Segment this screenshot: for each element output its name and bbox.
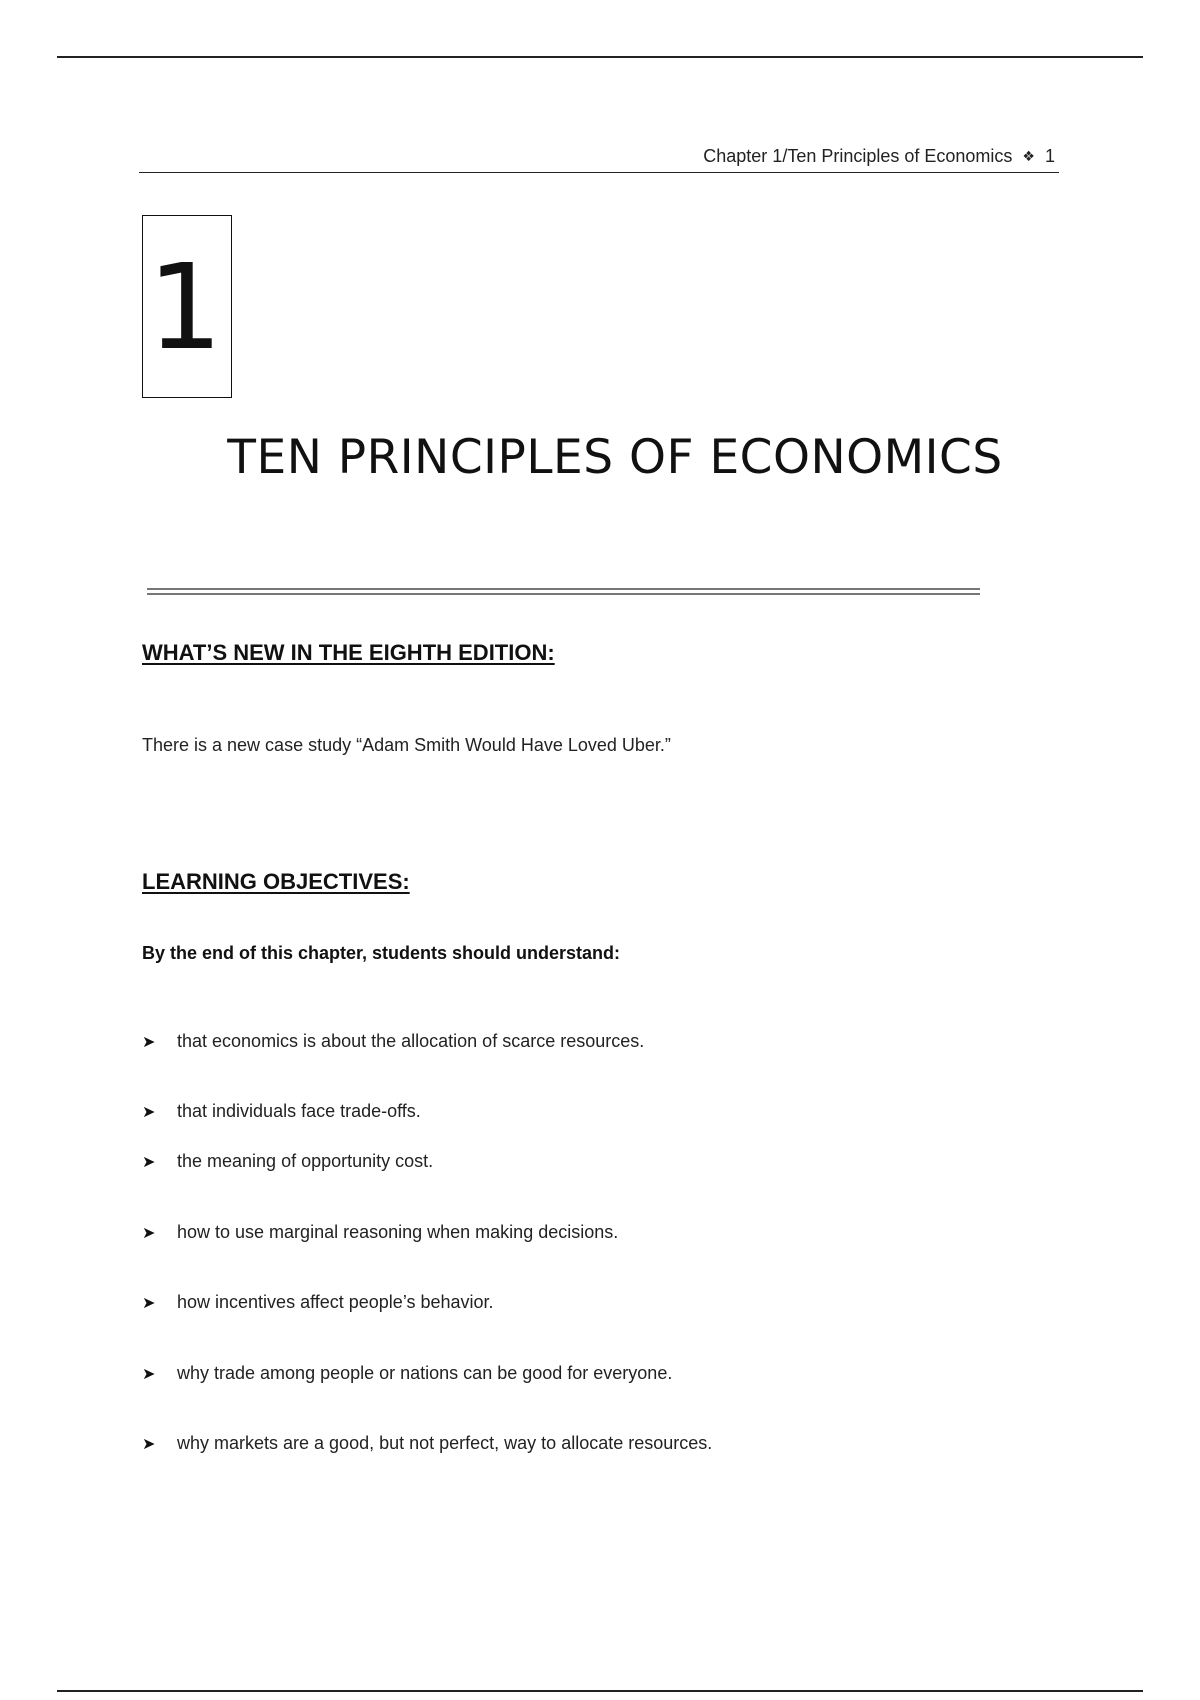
running-title: Chapter 1/Ten Principles of Economics (703, 146, 1013, 166)
objective-text: how to use marginal reasoning when making decisions. (177, 1222, 619, 1242)
page-bottom-rule (57, 1690, 1143, 1692)
objective-text: that economics is about the allocation of scarce resources. (177, 1031, 645, 1051)
running-header (139, 146, 1059, 173)
arrowhead-bullet-icon: ➤ (142, 1436, 156, 1453)
whats-new-heading: WHAT’S NEW IN THE EIGHTH EDITION: (142, 640, 555, 665)
list-item (142, 1291, 494, 1315)
objective-text: that individuals face trade-offs. (177, 1101, 421, 1121)
list-item (142, 1150, 433, 1174)
page-top-rule (57, 56, 1143, 58)
list-item (142, 1221, 618, 1245)
title-double-rule (147, 588, 980, 595)
chapter-title: TEN PRINCIPLES OF ECONOMICS (227, 430, 1003, 485)
diamond-bullet-icon: ❖ (1022, 148, 1035, 164)
learning-objectives-heading: LEARNING OBJECTIVES: (142, 869, 410, 894)
arrowhead-bullet-icon: ➤ (142, 1034, 156, 1051)
objective-text: why markets are a good, but not perfect, way to allocate resources. (177, 1433, 713, 1453)
objective-text: why trade among people or nations can be good for everyone. (177, 1363, 673, 1383)
whats-new-text: There is a new case study “Adam Smith Would Have Loved Uber.” (142, 735, 671, 755)
arrowhead-bullet-icon: ➤ (142, 1366, 156, 1383)
arrowhead-bullet-icon: ➤ (142, 1104, 156, 1121)
list-item (142, 1362, 672, 1386)
page-number: 1 (1044, 146, 1055, 166)
arrowhead-bullet-icon: ➤ (142, 1154, 156, 1171)
chapter-number: 1 (147, 238, 223, 376)
arrowhead-bullet-icon: ➤ (142, 1295, 156, 1312)
list-item (142, 1100, 421, 1124)
objective-text: how incentives affect people’s behavior. (177, 1292, 494, 1312)
learning-objectives-intro: By the end of this chapter, students should understand: (142, 943, 621, 963)
list-item (142, 1432, 712, 1456)
arrowhead-bullet-icon: ➤ (142, 1225, 156, 1242)
objective-text: the meaning of opportunity cost. (177, 1151, 434, 1171)
list-item (142, 1030, 644, 1054)
chapter-number-box (142, 215, 232, 398)
